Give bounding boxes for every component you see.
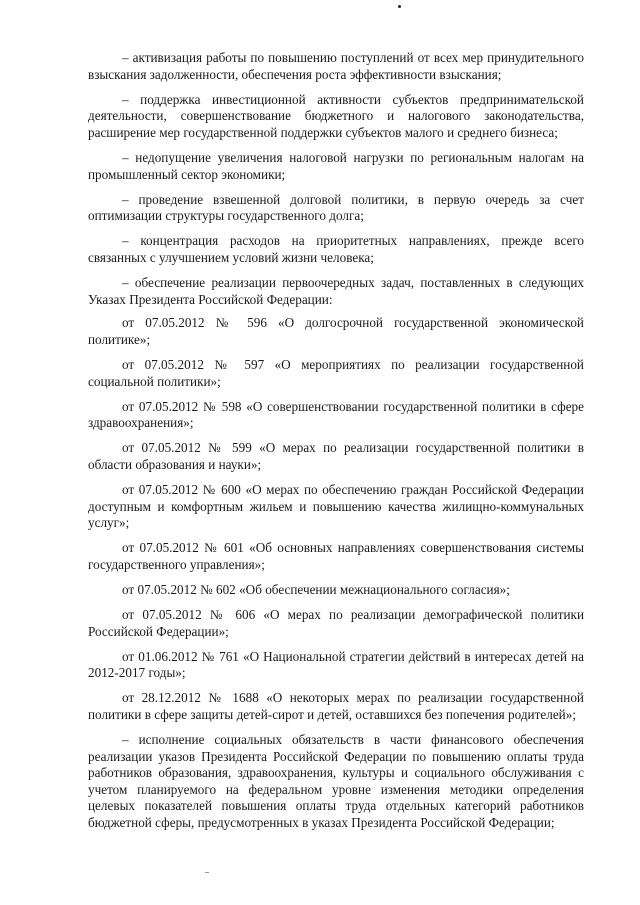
paragraph-enforcement: – активизация работы по повышению поступлений от всех мер принудительного взыскания задолженности, обеспечения роста эффективности взыскания; xyxy=(88,50,584,82)
document-page xyxy=(88,50,584,840)
decree-597: от 07.05.2012 № 597 «О мероприятиях по реализации государственной социальной политики»; xyxy=(88,356,584,389)
decree-599: от 07.05.2012 № 599 «О мерах по реализации государственной политики в области образования и науки»; xyxy=(88,440,584,472)
paragraph-presidential-decrees: – обеспечение реализации первоочередных задач, поставленных в следующих Указах Президента Российской Федерации: xyxy=(88,275,584,307)
paragraph-debt-policy: – проведение взвешенной долговой политики, в первую очередь за счет оптимизации структуры государственного долга; xyxy=(88,191,584,224)
decree-601: от 07.05.2012 № 601 «Об основных направлениях совершенствования системы государственного управления»; xyxy=(88,540,584,572)
paragraph-tax-burden: – недопущение увеличения налоговой нагрузки по региональным налогам на промышленный сектор экономики; xyxy=(88,149,584,182)
decree-600: от 07.05.2012 № 600 «О мерах по обеспечению граждан Российской Федерации доступным и комфортным жильем и повышению качества жилищно-коммунальных услуг»; xyxy=(88,481,584,531)
decree-606: от 07.05.2012 № 606 «О мерах по реализации демографической политики Российской Федерации»; xyxy=(88,607,584,639)
paragraph-social-obligations: – исполнение социальных обязательств в части финансового обеспечения реализации указов Президента Российской Федерации по повышению оплаты труда работников образования, здравоохранения, культуры и социального обслуживания с учетом планируемого на федеральном уровне изменения методики определения целевых показателей повышения оплаты труда отдельных категорий работников бюджетной сферы, предусмотренных в указах Президента Российской Федерации; xyxy=(88,732,584,831)
paragraph-priority-spending: – концентрация расходов на приоритетных направлениях, прежде всего связанных с улучшением условий жизни человека; xyxy=(88,233,584,265)
decree-598: от 07.05.2012 № 598 «О совершенствовании государственной политики в сфере здравоохранения»; xyxy=(88,398,584,431)
scan-speck xyxy=(205,872,209,873)
decree-761: от 01.06.2012 № 761 «О Национальной стратегии действий в интересах детей на 2012-2017 годы»; xyxy=(88,648,584,681)
scan-dot xyxy=(398,5,401,8)
decree-596: от 07.05.2012 № 596 «О долгосрочной государственной экономической политике»; xyxy=(88,315,584,347)
decree-602: от 07.05.2012 № 602 «Об обеспечении межнационального согласия»; xyxy=(122,581,510,597)
decree-1688: от 28.12.2012 № 1688 «О некоторых мерах по реализации государственной политики в сфере защиты детей-сирот и детей, оставшихся без попечения родителей»; xyxy=(88,690,584,722)
paragraph-investment-support: – поддержка инвестиционной активности субъектов предпринимательской деятельности, совершенствование бюджетного и налогового законодательства, расширение мер государственной поддержки субъектов малого и среднего бизнеса; xyxy=(88,91,584,140)
